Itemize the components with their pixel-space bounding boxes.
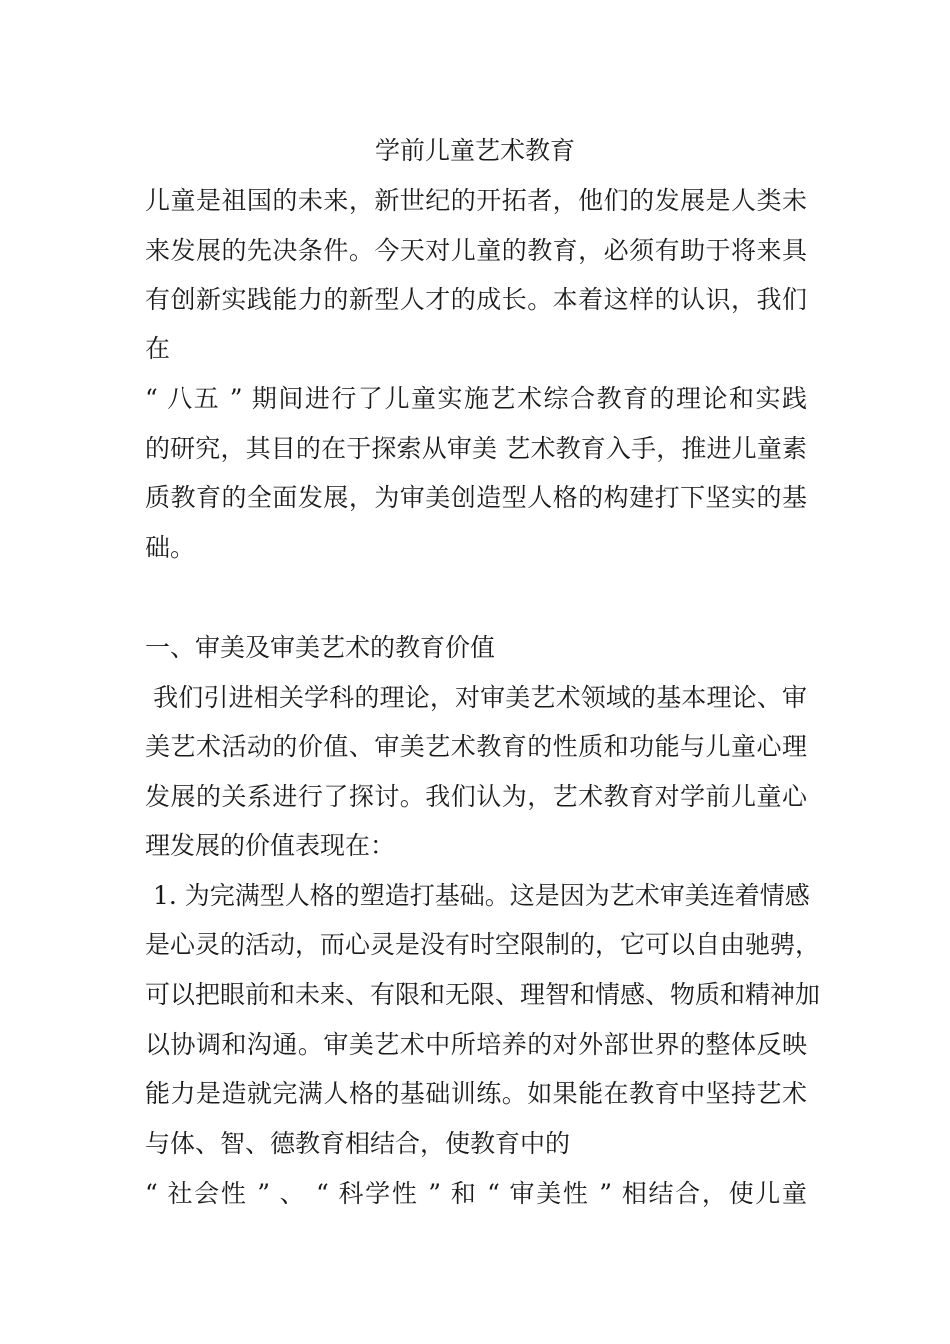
paragraph-line: 有创新实践能力的新型人才的成长。本着这样的认识，我们 — [145, 285, 807, 314]
paragraph-line: 以协调和沟通。审美艺术中所培养的对外部世界的整体反映 — [145, 1030, 807, 1059]
section-heading: 一、审美及审美艺术的教育价值 — [145, 633, 496, 662]
paragraph-line: 能力是造就完满人格的基础训练。如果能在教育中坚持艺术 — [145, 1079, 807, 1108]
paragraph-line: 质教育的全面发展，为审美创造型人格的构建打下坚实的基 — [145, 483, 807, 512]
paragraph-line: 我们引进相关学科的理论，对审美艺术领域的基本理论、审 — [145, 683, 807, 712]
paragraph-line: 在 — [145, 334, 171, 363]
paragraph-line: 础。 — [145, 533, 196, 562]
paragraph-line: 与体、智、德教育相结合，使教育中的 — [145, 1129, 571, 1158]
paragraph-line: 可以把眼前和未来、有限和无限、理智和情感、物质和精神加 — [145, 980, 821, 1009]
paragraph-line: “ 八五 ” 期间进行了儿童实施艺术综合教育的理论和实践 — [145, 384, 807, 413]
paragraph-line: 儿童是祖国的未来，新世纪的开拓者，他们的发展是人类未 — [145, 186, 807, 215]
paragraph-line: 的研究，其目的在于探索从审美 艺术教育入手，推进儿童素 — [145, 434, 807, 463]
paragraph-line: 是心灵的活动，而心灵是没有时空限制的，它可以自由驰骋， — [145, 930, 821, 959]
paragraph-line: 美艺术活动的价值、审美艺术教育的性质和功能与儿童心理 — [145, 732, 807, 761]
paragraph-line: 发展的关系进行了探讨。我们认为，艺术教育对学前儿童心 — [145, 782, 807, 811]
paragraph-line: 来发展的先决条件。今天对儿童的教育，必须有助于将来具 — [145, 236, 807, 265]
document-title: 学前儿童艺术教育 — [374, 136, 575, 165]
paragraph-line: 1. 为完满型人格的塑造打基础。这是因为艺术审美连着情感 — [145, 881, 810, 910]
paragraph-line: 理发展的价值表现在： — [145, 831, 396, 860]
paragraph-line: “ 社会性 ” 、 “ 科学性 ” 和 “ 审美性 ” 相结合，使儿童 — [145, 1179, 807, 1208]
